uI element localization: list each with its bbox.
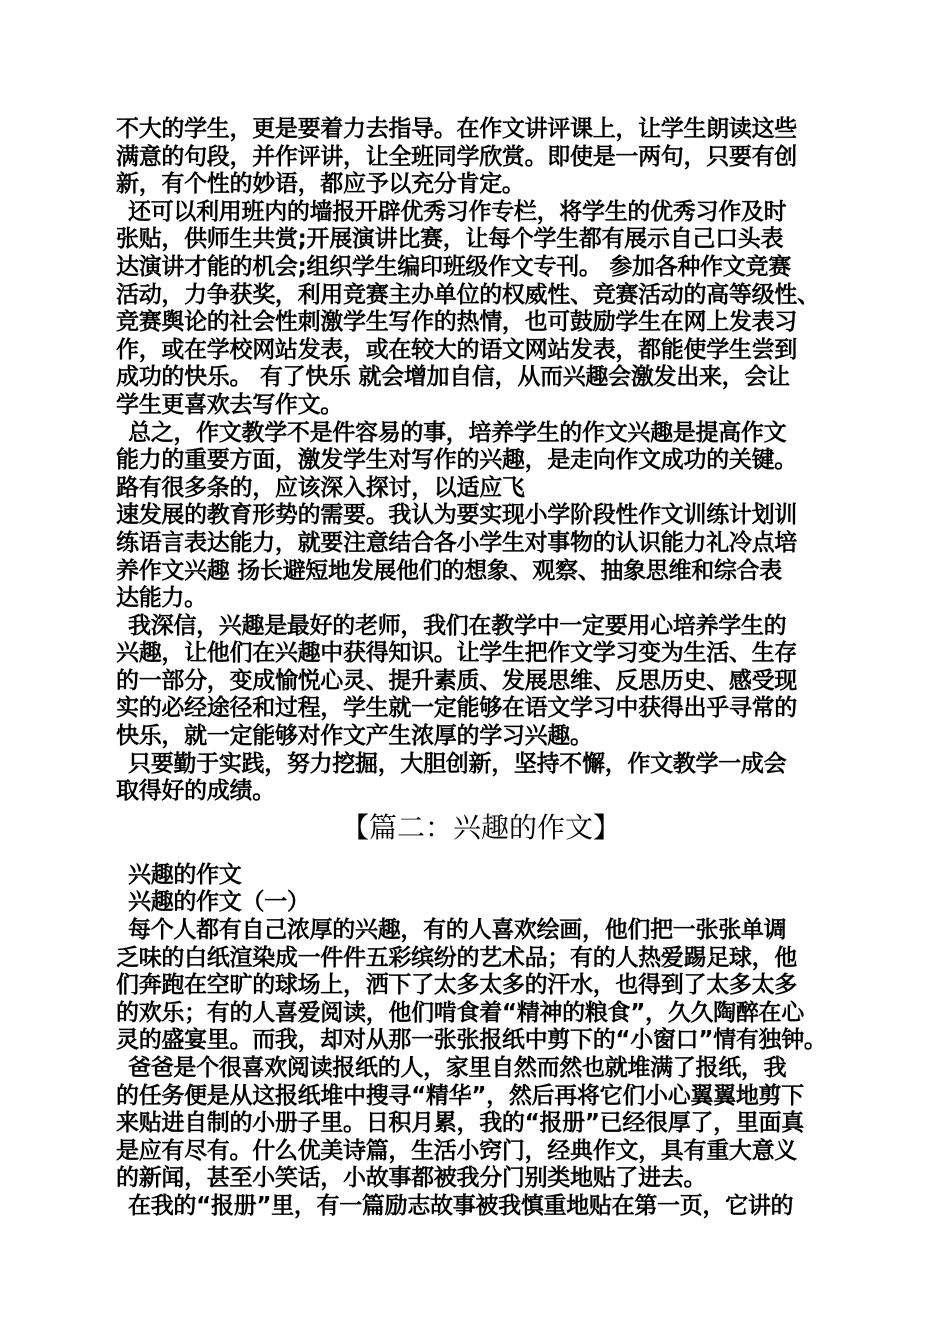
text-line: 竞赛舆论的社会性刺激学生写作的热情，也可鼓励学生在网上发表习 [116,309,798,336]
text-line: 学生更喜欢去写作文。 [116,391,344,418]
text-line: 活动，力争获奖，利用竞赛主办单位的权威性、竞赛活动的高等级性、 [116,281,820,308]
document-page [116,116,846,1221]
text-line: 的任务便是从这报纸堆中搜寻“精华”，然后再将它们小心翼翼地剪下 [116,1082,804,1109]
section-heading: 【篇二：兴趣的作文】 [340,810,621,844]
text-line: 达能力。 [116,585,207,612]
text-line: 速发展的教育形势的需要。我认为要实现小学阶段性作文训练计划训 [116,502,798,529]
text-line: 们奔跑在空旷的球场上，洒下了太多太多的汗水，也得到了太多太多 [116,972,798,999]
text-line: 能力的重要方面，激发学生对写作的兴趣，是走向作文成功的关键。 [116,447,798,474]
text-line: 总之，作文教学不是件容易的事，培养学生的作文兴趣是提高作文 [128,419,787,446]
text-line: 新，有个性的妙语，都应予以充分肯定。 [116,171,525,198]
text-line: 是应有尽有。什么优美诗篇，生活小窍门，经典作文，具有重大意义 [116,1137,798,1164]
text-line: 来贴进自制的小册子里。日积月累，我的“报册”已经很厚了，里面真 [116,1110,804,1137]
text-line: 成功的快乐。 有了快乐 就会增加自信，从而兴趣会激发出来，会让 [116,364,790,391]
text-line: 达演讲才能的机会;组织学生编印班级作文专刊。 参加各种作文竞赛 [116,253,791,280]
text-line: 灵的盛宴里。而我，却对从那一张张报纸中剪下的“小窗口”情有独钟。 [116,1027,827,1054]
text-line: 兴趣，让他们在兴趣中获得知识。让学生把作文学习变为生活、生存 [116,640,798,667]
text-line: 我深信，兴趣是最好的老师，我们在教学中一定要用心培养学生的 [128,612,787,639]
text-line: 不大的学生，更是要着力去指导。在作文讲评课上，让学生朗读这些 [116,116,798,142]
text-line: 爸爸是个很喜欢阅读报纸的人，家里自然而然也就堆满了报纸，我 [128,1055,787,1081]
text-line: 养作文兴趣 扬长避短地发展他们的想象、观察、抽象思维和综合表 [116,557,783,584]
text-block-part1 [116,116,846,806]
text-line: 练语言表达能力，就要注意结合各小学生对事物的认识能力礼冷点培 [116,529,798,556]
text-line: 满意的句段，并作评讲，让全班同学欣赏。即使是一两句，只要有创 [116,143,798,170]
text-line: 取得好的成绩。 [116,778,275,805]
text-line: 作，或在学校网站发表，或在较大的语文网站发表，都能使学生尝到 [116,336,798,363]
text-line: 还可以利用班内的墙报开辟优秀习作专栏，将学生的优秀习作及时 [128,198,787,225]
text-line: 的一部分，变成愉悦心灵、提升素质、发展思维、反思历史、感受现 [116,667,798,694]
text-line: 乏味的白纸渲染成一件件五彩缤纷的艺术品；有的人热爱踢足球，他 [116,944,798,971]
text-line: 每个人都有自己浓厚的兴趣，有的人喜欢绘画，他们把一张张单调 [128,917,787,944]
text-line: 的新闻，甚至小笑话，小故事都被我分门别类地贴了进去。 [116,1165,707,1192]
text-line: 实的必经途径和过程，学生就一定能够在语文学习中获得出乎寻常的 [116,695,798,722]
text-line: 的欢乐；有的人喜爱阅读，他们啃食着“精神的粮食”，久久陶醉在心 [116,999,804,1026]
text-line: 张贴，供师生共赏;开展演讲比赛，让每个学生都有展示自己口头表 [116,226,784,253]
text-line: 兴趣的作文 [128,861,242,888]
text-line: 快乐，就一定能够对作文产生浓厚的学习兴趣。 [116,723,593,750]
text-line: 在我的“报册”里，有一篇励志故事被我慎重地贴在第一页，它讲的 [128,1192,794,1219]
text-line: 只要勤于实践，努力挖掘，大胆创新，坚持不懈，作文教学一成会 [128,750,787,777]
text-line: 路有很多条的，应该深入探讨，以适应飞 [116,474,525,501]
text-block-part2 [116,862,846,1221]
text-line: 兴趣的作文（一） [128,889,310,916]
